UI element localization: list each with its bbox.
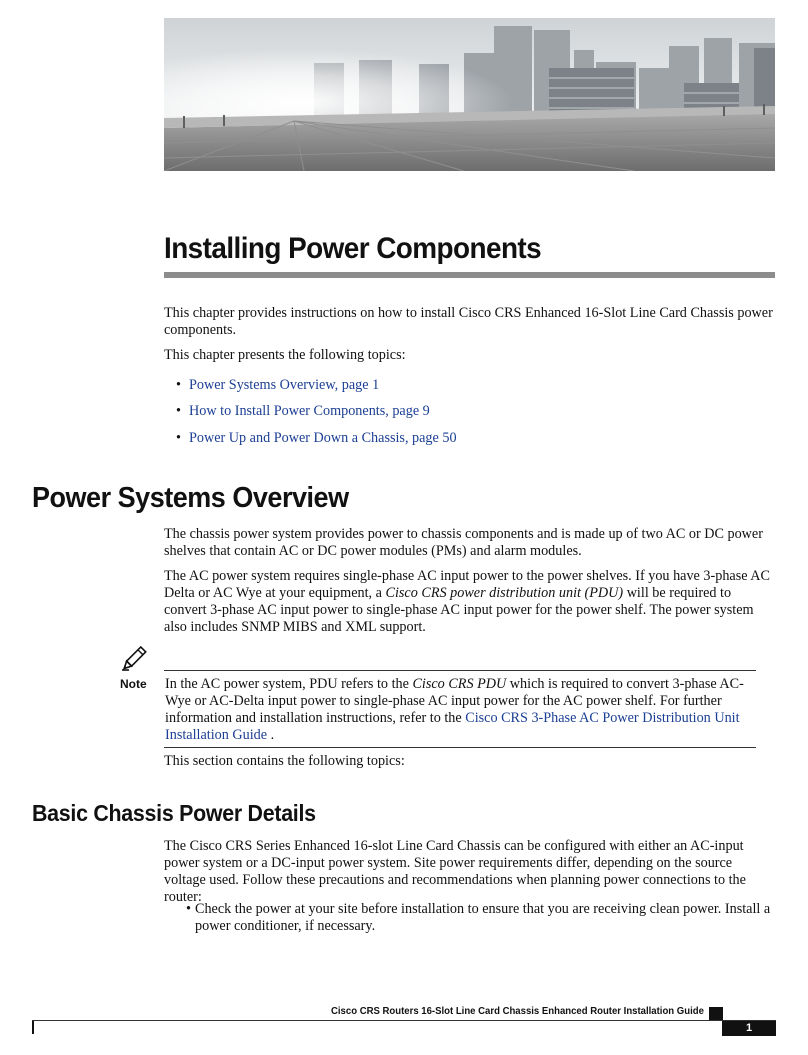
cisco-pdu-term: Cisco CRS PDU — [412, 676, 507, 692]
title-rule — [164, 272, 775, 278]
ac-power-text-end: will be required to convert 3-phase AC input power to single-phase AC input power for the power shelf. The power system also includes SNMP MIBS and XML support. — [164, 585, 754, 635]
list-item — [176, 403, 736, 429]
footer-left-tick — [32, 1021, 34, 1034]
bullet: • — [176, 429, 181, 446]
note-label: Note — [120, 677, 147, 691]
list-item — [176, 430, 736, 456]
chapter-title: Installing Power Components — [164, 232, 542, 265]
note-text-end: . — [267, 727, 275, 743]
page-number: 1 — [745, 1022, 753, 1034]
footer-rule — [32, 1020, 776, 1021]
list-item — [186, 901, 776, 935]
footer-marker — [709, 1007, 723, 1020]
pdu-term: Cisco CRS power distribution unit (PDU) — [385, 585, 624, 601]
note-text — [165, 676, 757, 744]
intro-paragraph: This chapter provides instructions on how to install Cisco CRS Enhanced 16-Slot Line Card Chassis power components. — [164, 305, 773, 338]
section-heading-power-systems-overview: Power Systems Overview — [32, 482, 349, 514]
overview-paragraph: The chassis power system provides power to chassis components and is made up of two AC or DC power shelves that contain AC or DC power modules (PMs) and alarm modules. — [164, 526, 763, 559]
ac-power-text: The AC power system requires single-phase AC input power to the power shelves. If you have 3-phase AC Delta or AC Wye at your equipment, a — [164, 568, 770, 601]
bullet: • — [176, 377, 181, 393]
topic-link-power-up-down[interactable]: Power Up and Power Down a Chassis, page 50 — [189, 429, 457, 446]
section-topics-paragraph: This section contains the following topics: — [164, 753, 405, 769]
note-pencil-icon — [118, 644, 148, 674]
footer-guide-title: Cisco CRS Routers 16-Slot Line Card Chassis Enhanced Router Installation Guide — [331, 1006, 704, 1017]
topic-link-install-power-components[interactable]: How to Install Power Components, page 9 — [189, 403, 430, 420]
topic-list — [176, 377, 736, 456]
pdu-installation-guide-link[interactable]: Cisco CRS 3-Phase AC Power Distribution Unit Installation Guide — [165, 710, 740, 743]
section-heading-basic-chassis-power-details: Basic Chassis Power Details — [32, 800, 316, 826]
bullet: • — [186, 901, 191, 917]
header-cityscape-image — [164, 18, 775, 171]
note-rule-bottom — [164, 747, 756, 748]
bullet-text: Check the power at your site before installation to ensure that you are receiving clean power. Install a power conditioner, if necessary. — [195, 901, 771, 934]
basic-details-paragraph: The Cisco CRS Series Enhanced 16-slot Line Card Chassis can be configured with either an AC-input power system or a DC-input power system. Site power requirements differ, depending on the source voltage used. Follow these precautions and recommendations when planning power connections to the router: — [164, 838, 746, 905]
ac-power-paragraph — [164, 568, 776, 636]
note-rule-top — [164, 670, 756, 671]
topic-link-power-systems-overview[interactable]: Power Systems Overview, page 1 — [189, 377, 380, 393]
note-text-middle: which is required to convert 3-phase AC-Wye or AC-Delta input power to single-phase AC input power for the AC power shelf. For further information and installation instructions, refer to the — [165, 676, 744, 726]
note-text-start: In the AC power system, PDU refers to the — [165, 676, 413, 692]
bullet: • — [176, 403, 181, 420]
list-item — [176, 377, 736, 403]
topics-intro: This chapter presents the following topics: — [164, 347, 406, 363]
